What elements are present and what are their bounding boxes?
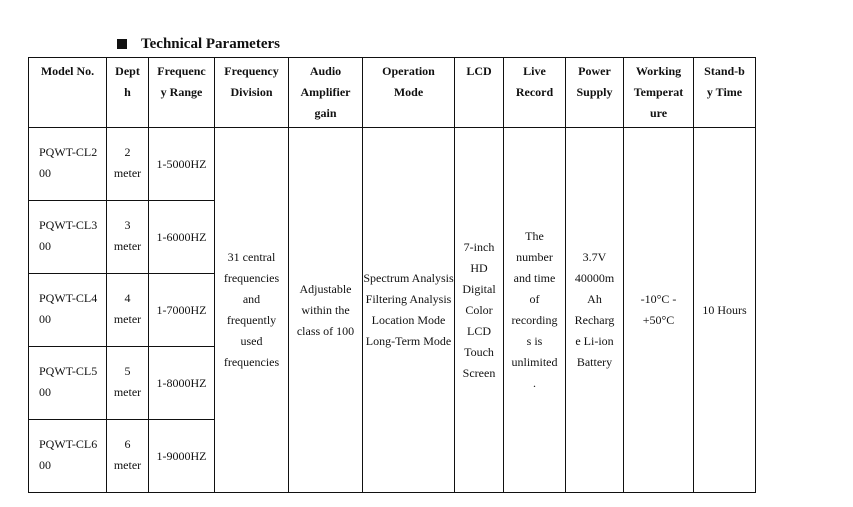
header-row: [29, 58, 756, 128]
cell-depth-line: meter: [113, 166, 142, 180]
cell-depth-line: meter: [113, 312, 142, 326]
header-lcd: [455, 58, 504, 128]
cell-lcd-line: 7-inch: [463, 239, 495, 254]
header-working-temperature-line: Temperat: [633, 85, 684, 99]
cell-depth: [107, 201, 149, 274]
cell-power-supply-line: Battery: [576, 355, 613, 369]
cell-live-record-line: number: [516, 250, 553, 264]
cell-model-no-line: 00: [39, 166, 51, 180]
cell-standby-time: [694, 128, 756, 493]
cell-working-temperature-line: -10°C -: [640, 292, 677, 306]
cell-model-no-line: PQWT-CL5: [39, 364, 98, 378]
header-frequency-division-line: Frequency: [224, 64, 279, 78]
cell-depth-line: 4: [124, 291, 131, 305]
cell-frequency-range: [149, 347, 215, 420]
cell-standby-time-line: 10 Hours: [702, 302, 747, 317]
header-power-supply: [566, 58, 624, 128]
cell-model-no-line: 00: [39, 385, 51, 399]
cell-frequency-division-line: frequencies: [223, 355, 280, 369]
cell-frequency-range: [149, 128, 215, 201]
cell-depth-line: meter: [113, 239, 142, 253]
cell-power-supply-line: 3.7V: [582, 250, 607, 264]
header-working-temperature-line: ure: [649, 106, 668, 120]
cell-depth: [107, 420, 149, 493]
cell-model-no-line: 00: [39, 312, 51, 326]
cell-frequency-range: [149, 420, 215, 493]
cell-live-record-line: .: [533, 376, 536, 390]
header-standby-time: [694, 58, 756, 128]
cell-frequency-range: [149, 201, 215, 274]
cell-depth: [107, 274, 149, 347]
cell-live-record-line: of: [529, 292, 540, 306]
header-power-supply-line: Power: [578, 64, 611, 78]
header-audio-amplifier-gain-line: gain: [314, 106, 337, 120]
header-lcd-line: LCD: [466, 64, 492, 78]
cell-depth: [107, 128, 149, 201]
header-operation-mode-line: Operation: [382, 64, 435, 78]
header-frequency-range-line: Frequenc: [157, 64, 206, 78]
cell-live-record-line: s is: [526, 334, 543, 348]
cell-model-no: [29, 420, 107, 493]
cell-depth-line: 3: [124, 218, 131, 232]
cell-lcd-line: LCD: [467, 323, 491, 338]
cell-operation-mode-line: Spectrum Analysis: [363, 271, 454, 285]
cell-depth-line: meter: [113, 385, 142, 399]
header-audio-amplifier-gain-line: Audio: [309, 64, 342, 78]
cell-audio-amplifier-gain-line: within the: [301, 302, 350, 317]
cell-lcd-line: HD: [470, 260, 488, 275]
cell-lcd-line: Color: [465, 302, 493, 317]
cell-frequency-division-line: and: [242, 292, 261, 306]
cell-frequency-range-line: 1-7000HZ: [156, 302, 207, 317]
header-model-no: [29, 58, 107, 128]
header-frequency-range: [149, 58, 215, 128]
header-live-record: [504, 58, 566, 128]
cell-model-no: [29, 347, 107, 420]
cell-lcd: [455, 128, 504, 493]
cell-lcd-line: Digital: [462, 281, 496, 296]
cell-model-no-line: PQWT-CL3: [39, 218, 98, 232]
header-operation-mode: [363, 58, 455, 128]
cell-model-no-line: 00: [39, 458, 51, 472]
cell-lcd-line: Screen: [462, 365, 496, 380]
header-depth-line: h: [124, 85, 131, 99]
technical-parameters-table: [28, 57, 756, 493]
cell-lcd-line: Touch: [464, 344, 494, 359]
header-depth-line: Dept: [115, 64, 140, 78]
header-working-temperature-line: Working: [635, 64, 682, 78]
cell-depth-line: 6: [124, 437, 131, 451]
cell-power-supply: [566, 128, 624, 493]
cell-model-no-line: 00: [39, 239, 51, 253]
cell-frequency-range-line: 1-6000HZ: [156, 229, 207, 244]
cell-operation-mode-line: Location Mode: [371, 313, 446, 327]
header-frequency-division: [215, 58, 289, 128]
table-row: [29, 128, 756, 201]
header-depth: [107, 58, 149, 128]
cell-depth-line: meter: [113, 458, 142, 472]
header-live-record-line: Record: [515, 85, 554, 99]
cell-live-record-line: unlimited: [511, 355, 558, 369]
header-standby-time-line: Stand-b: [704, 64, 745, 78]
header-operation-mode-line: Mode: [393, 85, 424, 99]
cell-depth-line: 2: [124, 145, 131, 159]
header-working-temperature: [624, 58, 694, 128]
cell-power-supply-line: Ah: [587, 292, 602, 306]
cell-model-no: [29, 128, 107, 201]
cell-frequency-division-line: frequencies: [223, 271, 280, 285]
bullet-square-icon: [117, 39, 127, 49]
cell-frequency-range-line: 1-8000HZ: [156, 375, 207, 390]
cell-working-temperature: [624, 128, 694, 493]
section-title: Technical Parameters: [141, 35, 280, 52]
cell-working-temperature-line: +50°C: [642, 313, 675, 327]
header-live-record-line: Live: [523, 64, 546, 78]
cell-live-record: [504, 128, 566, 493]
cell-audio-amplifier-gain-line: Adjustable: [299, 281, 352, 296]
cell-depth-line: 5: [124, 364, 131, 378]
cell-live-record-line: recording: [511, 313, 558, 327]
cell-model-no-line: PQWT-CL4: [39, 291, 98, 305]
cell-operation-mode-line: Long-Term Mode: [365, 334, 452, 348]
cell-operation-mode-line: Filtering Analysis: [365, 292, 452, 306]
header-power-supply-line: Supply: [576, 85, 613, 99]
section-heading: [117, 34, 280, 54]
cell-live-record-line: The: [525, 229, 544, 243]
cell-model-no-line: PQWT-CL2: [39, 145, 98, 159]
cell-depth: [107, 347, 149, 420]
cell-power-supply-line: 40000m: [574, 271, 615, 285]
cell-operation-mode: [363, 128, 455, 493]
cell-model-no: [29, 201, 107, 274]
header-standby-time-line: y Time: [706, 85, 743, 99]
header-audio-amplifier-gain-line: Amplifier: [300, 85, 351, 99]
cell-audio-amplifier-gain-line: class of 100: [296, 323, 355, 338]
cell-model-no-line: PQWT-CL6: [39, 437, 98, 451]
cell-frequency-range-line: 1-9000HZ: [156, 448, 207, 463]
cell-frequency-range-line: 1-5000HZ: [156, 156, 207, 171]
cell-frequency-division-line: 31 central: [227, 250, 276, 264]
cell-frequency-division-line: used: [240, 334, 263, 348]
header-audio-amplifier-gain: [289, 58, 363, 128]
header-frequency-range-line: y Range: [160, 85, 203, 99]
cell-frequency-division-line: frequently: [226, 313, 277, 327]
cell-power-supply-line: e Li-ion: [575, 334, 614, 348]
cell-live-record-line: and time: [513, 271, 556, 285]
cell-audio-amplifier-gain: [289, 128, 363, 493]
cell-model-no: [29, 274, 107, 347]
cell-frequency-range: [149, 274, 215, 347]
header-model-no-line: Model No.: [40, 64, 95, 78]
header-frequency-division-line: Division: [230, 85, 273, 99]
cell-frequency-division: [215, 128, 289, 493]
cell-power-supply-line: Recharg: [574, 313, 615, 327]
